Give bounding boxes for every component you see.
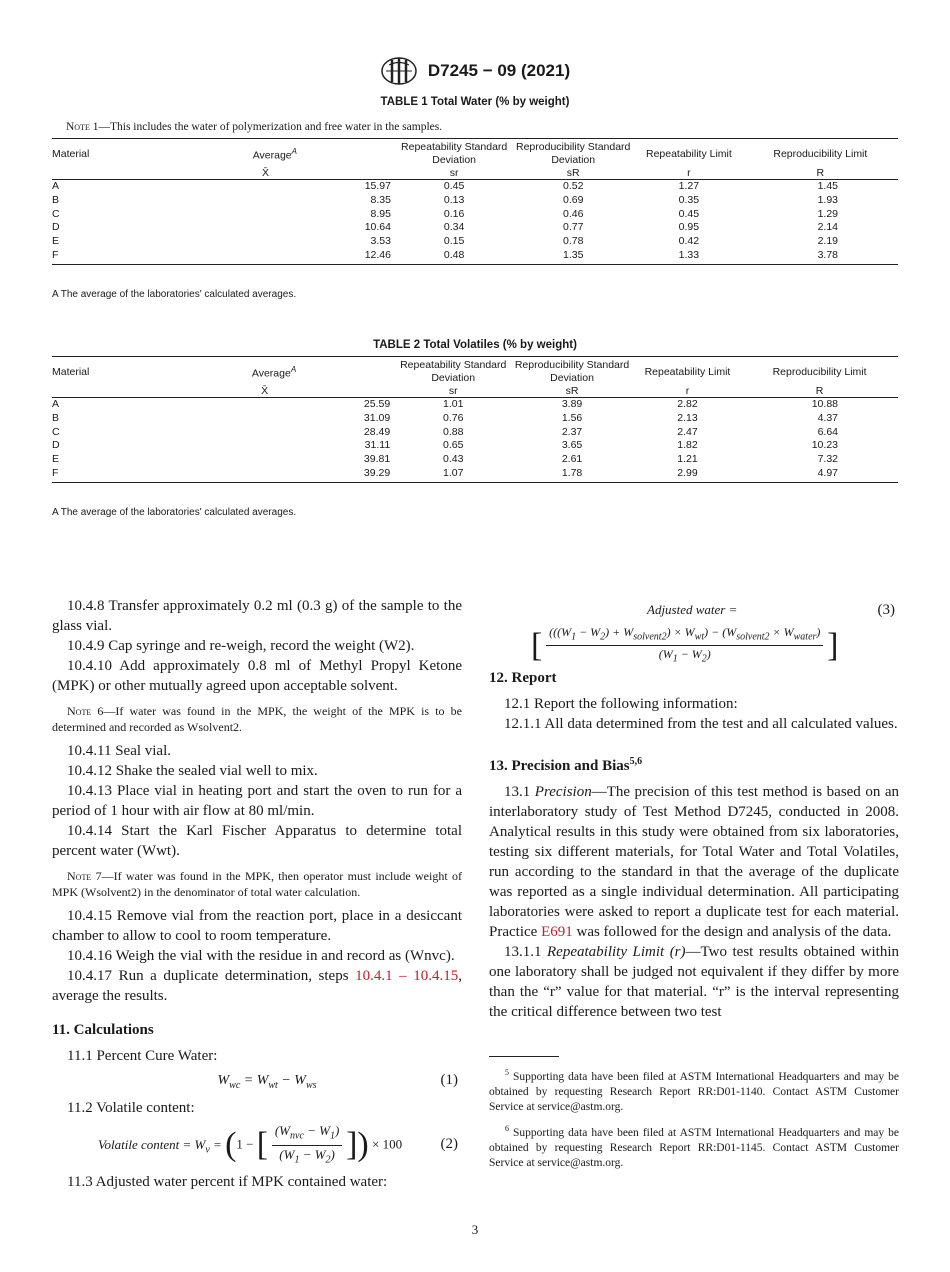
- equation-label: Volatile content: [98, 1136, 180, 1152]
- table-cell: F: [52, 467, 162, 482]
- footnote-text: Supporting data have been filed at ASTM International Headquarters and may be obtained by requesting Research Report RR:D01-1145. Contact ASTM Customer Service at service@astm.org.: [489, 1126, 899, 1169]
- col-symbol: sR: [511, 168, 635, 180]
- table-cell: 0.35: [678, 193, 700, 206]
- col-header: Reproducibility Standard Deviation: [511, 139, 635, 169]
- col-header: Reproducibility Standard Deviation: [510, 357, 634, 387]
- table-cell: 10.23: [811, 439, 838, 452]
- table-cell: 0.15: [443, 235, 465, 248]
- table-row: [52, 439, 898, 453]
- col-symbol: X̄: [162, 168, 397, 180]
- heading-sup: 5,6: [629, 756, 643, 767]
- para-num: 13.1.1: [504, 944, 548, 960]
- table-cell: 0.69: [562, 193, 584, 206]
- table-cell: 1.33: [635, 249, 743, 264]
- equation-3-label: Adjusted water = (3): [647, 602, 895, 618]
- table-cell: 1.35: [511, 249, 635, 264]
- para-13-1: [489, 782, 899, 942]
- table-cell: 8.35: [370, 193, 391, 206]
- section-11-heading: 11. Calculations: [52, 1022, 154, 1038]
- col-symbol: sr: [396, 386, 510, 398]
- heading-text: 13. Precision and Bias: [489, 758, 630, 774]
- para-10-4-14: 10.4.14 Start the Karl Fischer Apparatus to determine total percent water (Wwt).: [52, 823, 462, 859]
- table-cell: 0.95: [678, 221, 700, 234]
- right-column: [489, 596, 899, 1177]
- table-cell: A: [52, 398, 60, 410]
- para-italic: Repeatability Limit (r): [547, 944, 686, 960]
- para-10-4-11: 10.4.11 Seal vial.: [67, 743, 172, 759]
- table-cell: E: [52, 453, 60, 466]
- table-cell: 2.14: [817, 221, 838, 234]
- table-cell: 0.77: [562, 221, 584, 234]
- table-cell: D: [52, 439, 60, 452]
- table-cell: 8.95: [370, 207, 391, 220]
- footnote-num: 6: [505, 1123, 509, 1133]
- table-cell: 0.45: [678, 207, 700, 220]
- table1: [52, 138, 898, 265]
- para-12-1-1: 12.1.1 All data determined from the test and all calculated values.: [504, 716, 898, 732]
- table-row: [52, 426, 898, 440]
- table-cell: 4.37: [817, 411, 838, 424]
- col-header-sup: A: [291, 147, 297, 157]
- table-cell: 0.52: [562, 180, 584, 192]
- note-label: Note 1: [66, 121, 99, 133]
- para-text: —The precision of this test method is based on an interlaboratory study of Test Method D7245, conducted in 2008. Analytical results in this study were obtained from six laboratories, testing six different materials, for Total Water and Total Volatiles, run according to the standard in that the average of the duplicate was reported as a single individual determination. All participating laboratories were asked to report a duplicate test for each material. Practice: [489, 784, 900, 940]
- table-cell: 4.97: [741, 467, 898, 482]
- note-6: [52, 703, 462, 735]
- table-cell: 1.78: [510, 467, 634, 482]
- table-cell: 1.21: [677, 453, 698, 466]
- col-header-sup: A: [290, 365, 297, 375]
- table2-caption: TABLE 2 Total Volatiles (% by weight): [373, 339, 577, 351]
- table-cell: C: [52, 425, 60, 438]
- table-row: [52, 208, 898, 222]
- table-cell: 3.89: [561, 398, 583, 410]
- equation-number: (1): [440, 1072, 458, 1088]
- col-symbol: r: [635, 168, 743, 180]
- table-cell: 0.42: [678, 235, 700, 248]
- table-row: [52, 412, 898, 426]
- table-cell: 3.53: [370, 235, 391, 248]
- table-row: [52, 453, 898, 467]
- col-header: [162, 357, 396, 387]
- table-cell: 1.27: [678, 180, 700, 192]
- table-cell: 1.93: [817, 193, 838, 206]
- para-text: —Two test results obtained within one laboratory shall be judged not equivalent if they differ by more than the “r” value for that material. “r” is the interval representing the critical difference between two test: [489, 944, 900, 1020]
- table-cell: 10.64: [364, 221, 391, 234]
- para-10-4-10: 10.4.10 Add approximately 0.8 ml of Methyl Propyl Ketone (MPK) or other mutually agreed upon acceptable solvent.: [52, 658, 462, 694]
- para-10-4-12: 10.4.12 Shake the sealed vial well to mix.: [67, 763, 318, 779]
- table-cell: 3.78: [743, 249, 898, 264]
- page-header: [0, 56, 950, 86]
- note-label: Note 6: [67, 704, 104, 718]
- table-cell: 39.29: [162, 467, 396, 482]
- astm-logo-icon: [380, 56, 418, 86]
- para-italic: Precision: [534, 784, 592, 800]
- col-symbol: R: [741, 386, 898, 398]
- page-number: 3: [471, 1222, 479, 1237]
- table-cell: A: [52, 180, 60, 192]
- para-10-4-17: [52, 966, 462, 1006]
- table-row: [52, 194, 898, 208]
- para-12-1: 12.1 Report the following information:: [504, 696, 738, 712]
- table-cell: 2.37: [561, 425, 583, 438]
- table-cell: 2.82: [677, 398, 698, 410]
- table-cell: 31.09: [363, 411, 391, 424]
- col-symbol: sR: [510, 386, 634, 398]
- col-symbol: [52, 386, 162, 398]
- table-cell: 28.49: [363, 425, 391, 438]
- section-13-heading: [489, 752, 899, 776]
- table-row: [52, 221, 898, 235]
- table-cell: 2.61: [561, 453, 583, 466]
- col-header: Repeatability Limit: [635, 139, 743, 169]
- table-row: [52, 467, 898, 482]
- section-12-heading: 12. Report: [489, 670, 557, 686]
- table-row: [52, 180, 898, 194]
- note-7: [52, 868, 462, 900]
- table-cell: 0.16: [443, 207, 465, 220]
- equation-3: [ $\frac{(((W_1 - W_2) + W_{solvent2}) \times W_{wt}) - (W_{solvent2} \times W_{water})}{(W_1 - W_2)}$ ]: [531, 625, 839, 665]
- table1-note: [66, 121, 442, 133]
- col-header-text: Average: [252, 149, 292, 162]
- table-cell: 0.43: [443, 453, 464, 466]
- table-cell: 0.34: [443, 221, 465, 234]
- table1-caption: TABLE 1 Total Water (% by weight): [380, 96, 570, 108]
- col-symbol: [52, 168, 162, 180]
- para-10-4-8: 10.4.8 Transfer approximately 0.2 ml (0.3 g) of the sample to the glass vial.: [52, 598, 462, 634]
- table-cell: 0.76: [443, 411, 464, 424]
- col-header: Reproducibility Limit: [741, 357, 898, 387]
- table-cell: 1.01: [443, 398, 464, 410]
- para-10-4-16: 10.4.16 Weigh the vial with the residue in and record as (Wnvc).: [67, 948, 455, 964]
- table-cell: 1.56: [561, 411, 583, 424]
- document-title: D7245 − 09 (2021): [427, 61, 571, 80]
- table-cell: 0.65: [443, 439, 464, 452]
- footnote-6: [489, 1121, 899, 1171]
- para-13-1-1: [489, 942, 899, 1022]
- equation-1: $W_{wc} = W_{wt} - W_{ws}$ (1): [217, 1072, 458, 1091]
- table-cell: 6.64: [817, 425, 838, 438]
- table-cell: B: [52, 193, 60, 206]
- para-11-1: 11.1 Percent Cure Water:: [67, 1048, 218, 1064]
- table-cell: 0.13: [443, 193, 465, 206]
- left-column: [52, 596, 462, 1192]
- table-cell: C: [52, 207, 60, 220]
- table2: [52, 356, 898, 483]
- table-row: [52, 249, 898, 264]
- col-header: Material: [52, 139, 162, 169]
- equation-2: Volatile content = $W_v = (1$ − [ $\frac{(W_{nvc} - W_1)}{(W_1 - W_2)}$ ]) × 100 (2): [98, 1123, 458, 1166]
- table-cell: 0.88: [443, 425, 464, 438]
- table1-footnote: A The average of the laboratories' calculated averages.: [52, 289, 297, 300]
- table-cell: D: [52, 221, 60, 234]
- table-cell: 1.07: [396, 467, 510, 482]
- footnote-text: Supporting data have been filed at ASTM International Headquarters and may be obtained by requesting Research Report RR:D01-1140. Contact ASTM Customer Service at service@astm.org.: [489, 1070, 899, 1113]
- col-symbol: R: [743, 168, 898, 180]
- table-cell: 0.46: [562, 207, 584, 220]
- col-header: Reproducibility Limit: [743, 139, 898, 169]
- table-cell: 12.46: [162, 249, 397, 264]
- footnote-rule: [489, 1056, 559, 1057]
- table-cell: 1.82: [677, 439, 698, 452]
- para-text: was followed for the design and analysis of the data.: [572, 924, 892, 940]
- table-cell: 10.88: [811, 398, 838, 410]
- para-text: 10.4.17 Run a duplicate determination, steps: [67, 968, 356, 984]
- para-num: 13.1: [504, 784, 535, 800]
- table-cell: 31.11: [364, 439, 391, 452]
- equation-label: Adjusted water: [647, 602, 726, 617]
- steps-link[interactable]: 10.4.1 – 10.4.15: [355, 968, 459, 984]
- table-cell: 2.13: [677, 411, 698, 424]
- table-cell: 0.78: [562, 235, 584, 248]
- table-cell: 1.45: [817, 180, 838, 192]
- table-cell: 7.32: [817, 453, 838, 466]
- col-symbol: sr: [397, 168, 511, 180]
- footnote-5: [489, 1065, 899, 1115]
- note-label: Note 7: [67, 869, 102, 883]
- table-cell: 0.45: [443, 180, 465, 192]
- table-cell: 25.59: [363, 398, 391, 410]
- col-header: Material: [52, 357, 162, 387]
- table-cell: 2.47: [677, 425, 698, 438]
- col-header-text: Average: [251, 367, 291, 380]
- note-text: —If water was found in the MPK, then operator must include weight of MPK (Wsolvent2) in the denominator of total water calculation.: [52, 869, 463, 899]
- table-cell: 1.29: [817, 207, 838, 220]
- para-11-2: 11.2 Volatile content:: [67, 1100, 195, 1116]
- table-row: [52, 235, 898, 249]
- col-header: Repeatability Limit: [634, 357, 741, 387]
- para-10-4-15: 10.4.15 Remove vial from the reaction port, place in a desiccant chamber to allow to cool to room temperature.: [52, 908, 462, 944]
- para-text: , average the results.: [52, 968, 462, 1004]
- table-cell: 3.65: [561, 439, 583, 452]
- note-text: —This includes the water of polymerization and free water in the samples.: [98, 121, 443, 133]
- table-cell: 15.97: [364, 180, 391, 192]
- equation-number: (3): [877, 602, 895, 618]
- col-header: Repeatability Standard Deviation: [396, 357, 510, 387]
- e691-link[interactable]: E691: [541, 924, 573, 940]
- footnote-num: 5: [505, 1068, 509, 1077]
- table-row: [52, 398, 898, 412]
- table-cell: 0.48: [397, 249, 511, 264]
- col-symbol: r: [634, 386, 741, 398]
- table-cell: 2.19: [817, 235, 838, 248]
- table-cell: E: [52, 235, 60, 248]
- table-cell: 39.81: [363, 453, 391, 466]
- para-10-4-13: 10.4.13 Place vial in heating port and start the oven to run for a period of 1 hour with air flow at 80 ml/min.: [52, 783, 462, 819]
- col-header: [162, 139, 397, 169]
- para-10-4-9: 10.4.9 Cap syringe and re-weigh, record the weight (W2).: [67, 638, 415, 654]
- table-cell: 2.99: [634, 467, 741, 482]
- table2-footnote: A The average of the laboratories' calculated averages.: [52, 507, 297, 518]
- col-header: Repeatability Standard Deviation: [397, 139, 511, 169]
- equation-number: (2): [440, 1136, 458, 1152]
- table-cell: F: [52, 249, 162, 264]
- note-text: —If water was found in the MPK, the weight of the MPK is to be determined and recorded as Wsolvent2.: [52, 704, 463, 734]
- para-11-3: 11.3 Adjusted water percent if MPK contained water:: [67, 1174, 388, 1190]
- table-cell: B: [52, 411, 60, 424]
- col-symbol: X̄: [162, 386, 396, 398]
